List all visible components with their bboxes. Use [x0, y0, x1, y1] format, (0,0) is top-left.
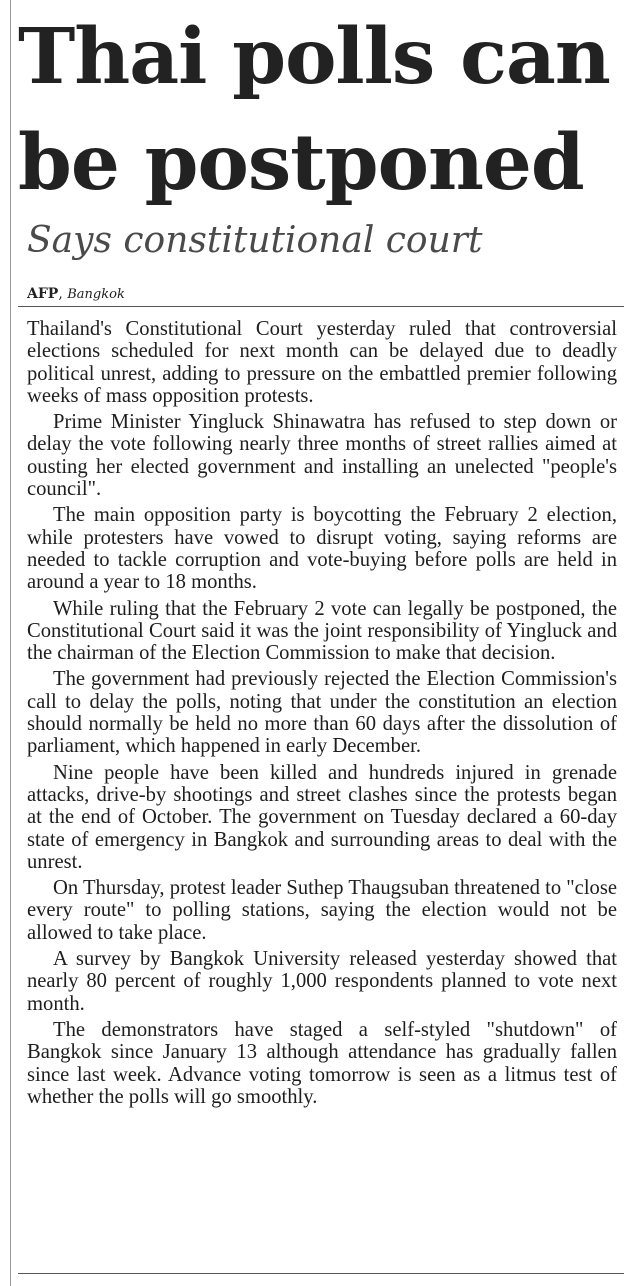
byline-separator: , — [58, 286, 63, 302]
article-paragraph: Prime Minister Yingluck Shinawatra has refused to step down or delay the vote following nearly three months of street rallies aimed at ousting her elected government and installing an unelected "people's council". — [27, 411, 617, 501]
byline-location: Bangkok — [67, 287, 125, 302]
article-paragraph: Thailand's Constitutional Court yesterday ruled that controversial elections scheduled for next month can be delayed due to deadly political unrest, adding to pressure on the embattled premier following weeks of mass opposition protests. — [27, 318, 617, 407]
byline-agency: AFP — [27, 286, 59, 302]
headline: Thai polls can be postponed — [18, 12, 610, 208]
article-bottom-rule — [18, 1273, 624, 1274]
byline-divider — [18, 306, 624, 307]
article-paragraph: Nine people have been killed and hundreds injured in grenade attacks, drive-by shootings and street clashes since the protests began at the end of October. The government on Tuesday declared a 60-day state of emergency in Bangkok and surrounding areas to deal with the unrest. — [27, 761, 617, 873]
byline — [27, 284, 125, 305]
article-paragraph: The demonstrators have staged a self-styled "shutdown" of Bangkok since January 13 although attendance has gradually fallen since last week. Advance voting tomorrow is seen as a litmus test of whether the polls will go smoothly. — [27, 1018, 617, 1108]
article-paragraph: While ruling that the February 2 vote can legally be postponed, the Constitutional Court said it was the joint responsibility of Yingluck and the chairman of the Election Commission to make that decision. — [27, 597, 617, 665]
article-paragraph: A survey by Bangkok University released yesterday showed that nearly 80 percent of roughly 1,000 respondents planned to vote next month. — [27, 948, 617, 1015]
article-body — [27, 318, 617, 1112]
subheadline: Says constitutional court — [27, 220, 483, 261]
article-paragraph: The main opposition party is boycotting the February 2 election, while protesters have vowed to disrupt voting, saying reforms are needed to tackle corruption and vote-buying before polls are held in around a year to 18 months. — [27, 504, 617, 594]
column-left-rule — [10, 0, 11, 1286]
article-paragraph: The government had previously rejected the Election Commission's call to delay the polls, noting that under the constitution an election should normally be held no more than 60 days after the dissolution of parliament, which happened in early December. — [27, 668, 617, 758]
article-paragraph: On Thursday, protest leader Suthep Thaugsuban threatened to "close every route" to polling stations, saying the election would not be allowed to take place. — [27, 877, 617, 944]
